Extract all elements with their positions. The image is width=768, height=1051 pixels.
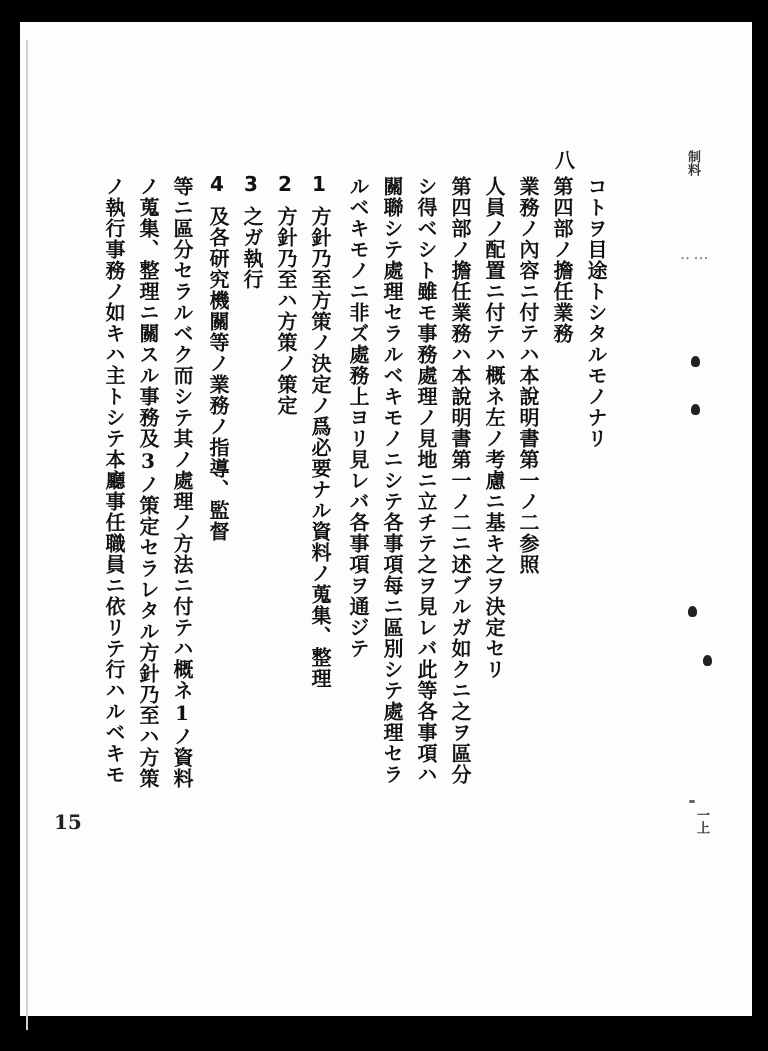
item-number: 1 [312, 172, 326, 196]
text-column: 人員ノ配置ニ付テハ概ネ左ノ考慮ニ基キ之ヲ決定セリ [482, 176, 506, 680]
scan-border-bottom [0, 1016, 768, 1051]
list-item-text: 方針乃至ハ方策ノ策定 [274, 206, 298, 416]
list-item-text: 之ガ執行 [240, 206, 264, 290]
binding-hole-mark [691, 404, 700, 415]
text-column: ノ蒐集、整理ニ關スル事務及3ノ策定セラレタル方針乃至ハ方策 [136, 176, 160, 789]
binding-hole-mark [691, 356, 700, 367]
margin-note: ･･ ･･･ [680, 254, 709, 265]
text-column: シ得ベシト雖モ事務處理ノ見地ニ立チテ之ヲ見レバ此等各事項ハ [414, 176, 438, 785]
margin-stamp: 制料 [685, 150, 700, 176]
item-number: 3 [244, 172, 258, 196]
text-column: 第四部ノ擔任業務ハ本說明書第一ノ二ニ述ブルガ如クニ之ヲ區分 [448, 176, 472, 785]
list-item-text: 方針乃至方策ノ決定ノ爲必要ナル資料ノ蒐集、整理 [308, 206, 332, 689]
text-column: ルベキモノニ非ズ處務上ヨリ見レバ各事項ヲ通ジテ [346, 176, 370, 659]
scan-border-right [752, 0, 768, 1051]
text-column: 關聯シテ處理セラルベキモノニシテ各事項每ニ區別シテ處理セラ [380, 176, 404, 785]
page-number: 15 [54, 810, 82, 834]
text-column: 等ニ區分セラルベク而シテ其ノ處理ノ方法ニ付テハ概ネ1ノ資料 [170, 176, 194, 789]
section-heading: 第四部ノ擔任業務 [550, 176, 574, 344]
section-marker: 八 [555, 148, 575, 172]
list-item-text: 及各研究機關等ノ業務ノ指導、監督 [206, 206, 230, 542]
margin-note: 一上 [694, 808, 709, 834]
text-column: 業務ノ內容ニ付テハ本說明書第一ノ二参照 [516, 176, 540, 575]
text-column: ノ執行事務ノ如キハ主トシテ本廳事任職員ニ依リテ行ハルベキモ [102, 176, 126, 785]
binding-hole-mark [688, 606, 697, 617]
binding-hole-mark [703, 655, 712, 666]
item-number: 2 [278, 172, 292, 196]
text-column: コトヲ目途トシタルモノナリ [584, 176, 608, 449]
scan-border-left [0, 0, 20, 1051]
stray-mark [689, 800, 695, 803]
scan-border-top [0, 0, 768, 22]
binding-line [26, 40, 28, 1030]
item-number: 4 [210, 172, 224, 196]
